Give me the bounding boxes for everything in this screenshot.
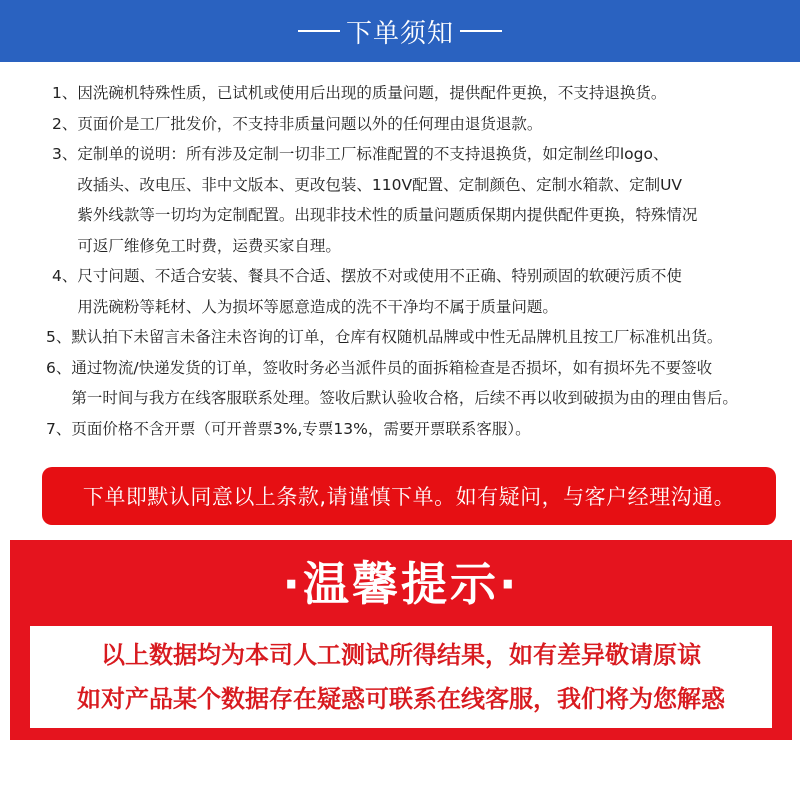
notice-item-2 (52, 109, 780, 140)
header-bar (0, 0, 800, 62)
notice-item-3 (52, 139, 780, 261)
notice-item-7 (46, 414, 780, 445)
notice-text: 可返厂维修免工时费，运费买家自理。 (77, 236, 341, 255)
notice-number: 1、 (52, 84, 78, 102)
notice-text: 页面价是工厂批发价，不支持非质量问题以外的任何理由退货退款。 (77, 114, 543, 133)
header-title-group (298, 13, 502, 50)
notice-text: 紫外线款等一切均为定制配置。出现非技术性的质量问题质保期内提供配件更换，特殊情况 (77, 206, 698, 224)
agreement-banner: 下单即默认同意以上条款,请谨慎下单。如有疑问，与客户经理沟通。 (42, 467, 776, 525)
page-title: 下单须知 (345, 18, 454, 49)
left-dash (298, 30, 340, 32)
notice-text: 通过物流/快递发货的订单，签收时务必当派件员的面拆箱检查是否损坏，如有损坏先不要签收 (71, 358, 713, 377)
warm-tip-line-1: 以上数据均为本司人工测试所得结果，如有差异敬请原谅 (101, 641, 701, 669)
notice-item-5 (46, 322, 780, 353)
notice-list (40, 78, 780, 444)
notice-text: 定制单的说明：所有涉及定制一切非工厂标准配置的不支持退换货，如定制丝印logo、 (77, 145, 669, 163)
notice-item-6 (46, 353, 780, 414)
warm-tip-title: ·温馨提示· (282, 557, 520, 611)
notice-text: 第一时间与我方在线客服联系处理。签收后默认验收合格，后续不再以收到破损为由的理由售后。 (71, 389, 738, 407)
notice-number: 6、 (46, 358, 72, 377)
notice-text: 改插头、改电压、非中文版本、更改包装、110V配置、定制颜色、定制水箱款、定制UV (77, 175, 683, 194)
notice-number: 5、 (46, 328, 72, 346)
notice-text: 尺寸问题、不适合安装、餐具不合适、摆放不对或使用不正确、特别顽固的软硬污质不使 (77, 267, 682, 285)
right-dash (460, 30, 502, 32)
notice-text: 页面价格不含开票（可开普票3%,专票13%，需要开票联系客服）。 (71, 419, 531, 438)
notice-number: 3、 (52, 145, 78, 163)
notice-text: 因洗碗机特殊性质，已试机或使用后出现的质量问题，提供配件更换，不支持退换货。 (77, 84, 667, 102)
notice-number: 2、 (52, 114, 78, 133)
notice-text: 默认拍下未留言未备注未咨询的订单，仓库有权随机品牌或中性无品牌机且按工厂标准机出货。 (71, 328, 723, 346)
warm-tip-panel (10, 540, 792, 740)
notice-item-4 (52, 261, 780, 322)
notice-number: 7、 (46, 419, 72, 438)
notice-text: 用洗碗粉等耗材、人为损坏等愿意造成的洗不干净均不属于质量问题。 (77, 297, 558, 316)
notice-number: 4、 (52, 267, 78, 285)
notice-item-1 (52, 78, 780, 109)
warm-tip-line-2: 如对产品某个数据存在疑惑可联系在线客服，我们将为您解惑 (77, 685, 725, 713)
warm-tip-box (30, 626, 772, 728)
